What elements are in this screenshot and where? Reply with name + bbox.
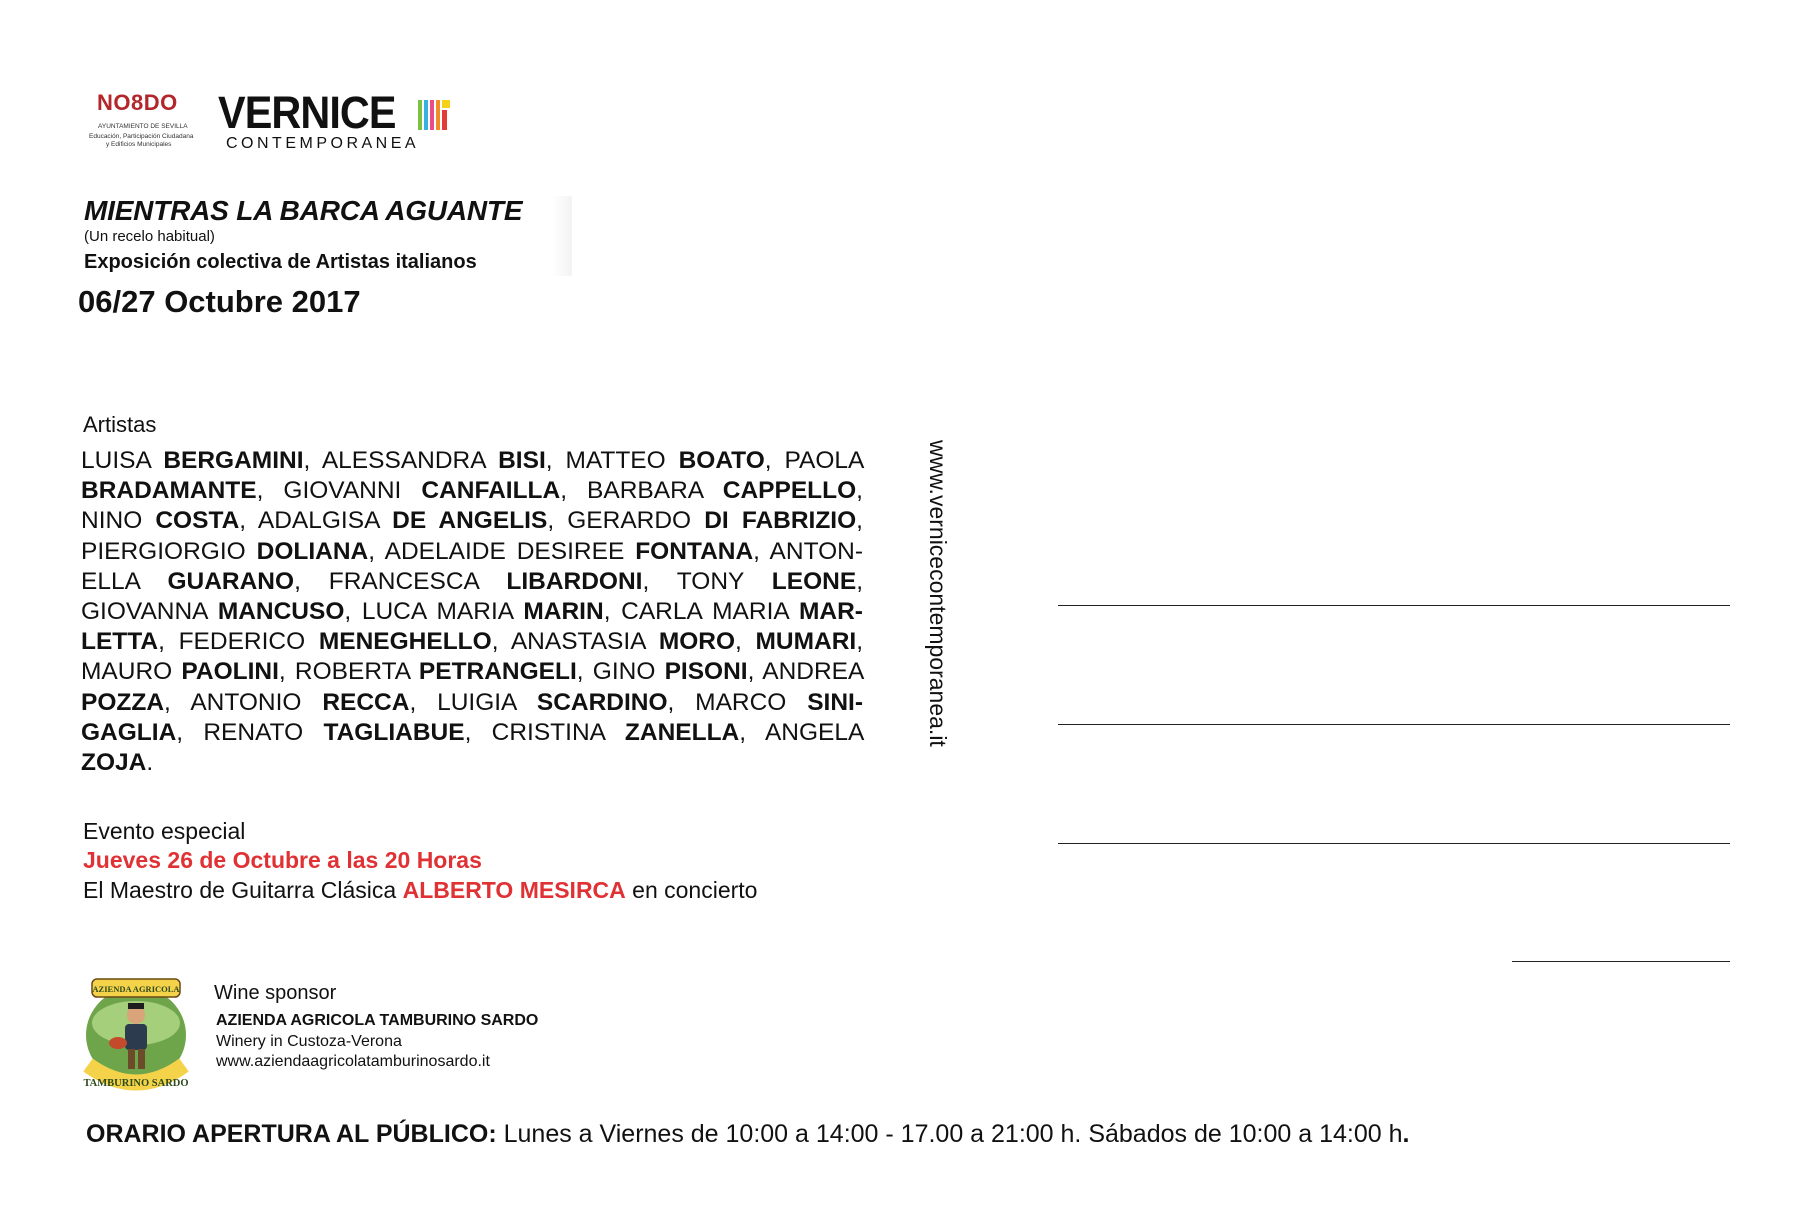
artist-last-name: MANCUSO xyxy=(217,598,345,626)
artist-last-name: DE ANGELIS xyxy=(392,507,548,535)
artist-first-name: ANTONIO xyxy=(190,688,302,716)
artist-last-name: TAGLIABUE xyxy=(323,718,465,746)
artist-last-name: PAOLINI xyxy=(181,658,279,686)
artist-first-name: NINO xyxy=(81,507,143,535)
artist-entry xyxy=(437,689,667,716)
artist-first-name: RENATO xyxy=(203,718,304,746)
tamburino-sardo-logo xyxy=(78,965,194,1095)
opening-hours-label: ORARIO APERTURA AL PÚBLICO: xyxy=(86,1120,497,1148)
artist-first-name: ADELAIDE DESIREE xyxy=(384,537,625,565)
artist-first-name: GERARDO xyxy=(567,507,692,535)
artist-last-name: BERGAMINI xyxy=(163,447,304,474)
artist-entry xyxy=(258,507,547,534)
website-url-vertical[interactable]: www.vernicecontemporanea.it xyxy=(925,440,951,747)
artists-label: Artistas xyxy=(83,412,157,437)
artist-last-name: RECCA xyxy=(322,688,410,716)
artist-last-name: SCARDINO xyxy=(536,688,668,716)
artist-first-name: MAURO xyxy=(81,658,173,686)
artist-last-name: PETRANGELI xyxy=(418,658,577,686)
event-desc-before: El Maestro de Guitarra Clásica xyxy=(83,877,403,903)
artist-first-name: MARCO xyxy=(695,688,787,716)
tamburino-logo-top: AZIENDA AGRICOLA xyxy=(92,984,180,994)
artist-first-name: ANTON-ELLA xyxy=(81,537,863,595)
artist-last-name: ZOJA xyxy=(81,749,147,777)
nosdo-logo-line3: y Edificios Municipales xyxy=(106,141,172,148)
artist-first-name: GIOVANNI xyxy=(283,477,402,505)
artist-first-name: FRANCESCA xyxy=(328,567,479,595)
artist-last-name: POZZA xyxy=(81,688,165,716)
artist-first-name: LUISA xyxy=(81,447,151,474)
artist-entry xyxy=(511,628,735,655)
address-line-2 xyxy=(1058,724,1730,725)
artist-first-name: GINO xyxy=(592,658,656,686)
artist-last-name: MAR-LETTA xyxy=(81,598,863,656)
artist-last-name: BISI xyxy=(498,447,546,474)
artist-entry xyxy=(81,507,239,534)
artist-entry xyxy=(81,447,304,474)
artist-first-name: LUCA MARIA xyxy=(361,598,513,626)
address-line-4 xyxy=(1512,961,1730,962)
event-performer: ALBERTO MESIRCA xyxy=(402,877,626,903)
artist-first-name: MATTEO xyxy=(565,447,666,474)
wine-sponsor-name: AZIENDA AGRICOLA TAMBURINO SARDO xyxy=(216,1012,539,1029)
vernice-logo xyxy=(218,87,448,162)
artist-last-name: CANFAILLA xyxy=(421,477,561,505)
opening-hours xyxy=(86,1120,1409,1149)
artist-last-name: GUARANO xyxy=(167,567,295,595)
artist-entry xyxy=(492,719,740,746)
artist-last-name: DI FABRIZIO xyxy=(704,507,857,535)
artist-list: LUISA BERGAMINI, ALESSANDRA BISI, MATTEO BOATO, PAOLA BRADAMANTE, GIOVANNI CANFAILLA, BARBARA CAPPELLO, NINO COSTA, ADALGISA DE ANGELIS, GERARDO DI FABRIZIO, PIERGIORGIO DOLIANA, ADELAIDE DESIREE FONTANA, ANTON-ELLA GUARANO, FRANCESCA LIBARDONI, TONY LEONE, GIOVANNA MANCUSO, LUCA MARIA MARIN, CARLA MARIA MAR-LETTA, FEDERICO MENEGHELLO, ANASTASIA MORO, MUMARI, MAURO PAOLINI, ROBERTA PETRANGELI, GINO PISONI, ANDREA POZZA, ANTONIO RECCA, LUIGIA SCARDINO, MARCO SINI-GAGLIA, RENATO TAGLIABUE, CRISTINA ZANELLA, ANGELA ZOJA. xyxy=(81,447,864,777)
vernice-logo-sub: CONTEMPORANEA xyxy=(226,135,420,152)
artist-last-name: MORO xyxy=(658,628,736,656)
artist-entry xyxy=(203,719,464,746)
artist-entry xyxy=(81,658,279,685)
artist-entry xyxy=(677,568,856,595)
wine-sponsor-url[interactable]: www.aziendaagricolatamburinosardo.it xyxy=(216,1053,490,1070)
artist-last-name: FONTANA xyxy=(635,537,754,565)
opening-hours-text: Lunes a Viernes de 10:00 a 14:00 - 17.00 a 21:00 h. Sábados de 10:00 a 14:00 h xyxy=(496,1120,1403,1148)
artist-last-name: MENEGHELLO xyxy=(318,628,492,656)
event-description xyxy=(83,877,757,904)
artist-entry xyxy=(587,477,856,504)
vernice-logo-word: VERNICE xyxy=(218,87,396,138)
nosdo-logo-line2: Educación, Participación Ciudadana xyxy=(89,133,194,140)
event-desc-after: en concierto xyxy=(625,877,758,903)
artist-entry xyxy=(329,568,643,595)
artist-first-name: ROBERTA xyxy=(294,658,410,686)
event-date: Jueves 26 de Octubre a las 20 Horas xyxy=(83,847,482,873)
nosdo-logo xyxy=(89,90,202,160)
nosdo-logo-word: NO8DO xyxy=(97,90,178,115)
artist-first-name: ANGELA xyxy=(764,718,864,746)
artist-first-name: ANASTASIA xyxy=(510,628,646,656)
exhibition-description: Exposición colectiva de Artistas italianos xyxy=(84,251,477,273)
artist-entry xyxy=(295,658,577,685)
artist-last-name: MUMARI xyxy=(755,628,857,656)
artist-first-name: PIERGIORGIO xyxy=(81,537,246,565)
artist-last-name: BOATO xyxy=(678,447,765,474)
artist-first-name: ANDREA xyxy=(762,658,863,686)
address-line-1 xyxy=(1058,605,1730,606)
artist-first-name: TONY xyxy=(676,567,744,595)
artist-first-name: FEDERICO xyxy=(178,628,306,656)
artist-last-name: LIBARDONI xyxy=(506,567,643,595)
artist-entry xyxy=(81,598,344,625)
artist-first-name: CRISTINA xyxy=(491,718,605,746)
artist-last-name: ZANELLA xyxy=(624,718,740,746)
artist-last-name: PISONI xyxy=(664,658,748,686)
artist-first-name: GIOVANNA xyxy=(81,598,208,626)
artist-entry xyxy=(565,447,764,474)
artist-entry xyxy=(283,477,560,504)
artist-entry xyxy=(567,507,856,534)
artist-entry xyxy=(755,628,856,655)
exhibition-dates: 06/27 Octubre 2017 xyxy=(78,284,361,319)
artist-entry xyxy=(81,719,863,776)
wine-sponsor-location: Winery in Custoza-Verona xyxy=(216,1033,402,1050)
artist-first-name: ALESSANDRA xyxy=(321,447,486,474)
artist-last-name: COSTA xyxy=(155,507,240,535)
event-label: Evento especial xyxy=(83,818,246,844)
exhibition-subtitle: (Un recelo habitual) xyxy=(84,228,215,245)
artist-last-name: SINI-GAGLIA xyxy=(81,688,864,746)
artist-first-name: BARBARA xyxy=(587,477,703,505)
artist-entry xyxy=(385,538,754,565)
artist-entry xyxy=(593,658,748,685)
artist-last-name: CAPPELLO xyxy=(722,477,857,505)
artist-entry xyxy=(190,689,409,716)
artist-last-name: MARIN xyxy=(523,598,604,626)
artist-first-name: LUIGIA xyxy=(437,688,517,716)
artist-last-name: BRADAMANTE xyxy=(81,477,257,505)
artist-first-name: ADALGISA xyxy=(257,507,380,535)
nosdo-logo-line1: AYUNTAMIENTO DE SEVILLA xyxy=(98,123,188,130)
opening-hours-end: . xyxy=(1402,1120,1410,1148)
artist-last-name: DOLIANA xyxy=(256,537,369,565)
tamburino-logo-bottom: TAMBURINO SARDO xyxy=(83,1078,189,1089)
artist-first-name: CARLA MARIA xyxy=(621,598,789,626)
artist-entry xyxy=(322,447,546,474)
exhibition-title: MIENTRAS LA BARCA AGUANTE xyxy=(84,195,523,226)
artist-last-name: LEONE xyxy=(771,567,857,595)
address-line-3 xyxy=(1058,843,1730,844)
artist-entry xyxy=(179,628,492,655)
color-bars-icon xyxy=(418,98,454,132)
wine-sponsor-label: Wine sponsor xyxy=(214,982,337,1004)
artist-first-name: PAOLA xyxy=(784,447,863,474)
artist-entry xyxy=(362,598,604,625)
artist-entry xyxy=(81,538,368,565)
